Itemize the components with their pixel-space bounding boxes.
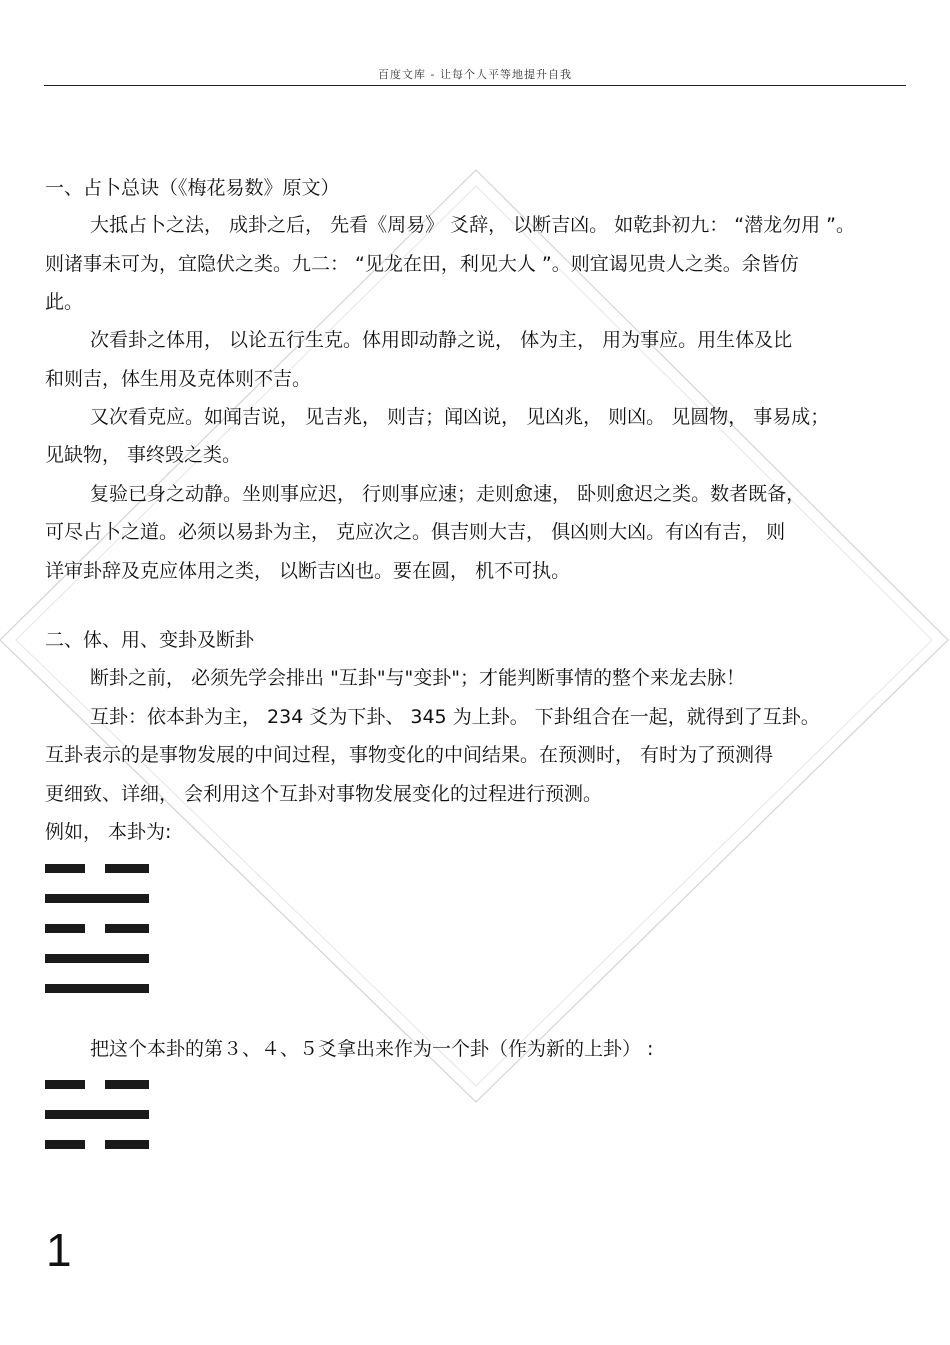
line-segment bbox=[105, 1080, 149, 1089]
paragraph-line: 此。 bbox=[45, 291, 84, 313]
paragraph-line: 互卦表示的是事物发展的中间过程，事物变化的中间结果。在预测时， 有时为了预测得 bbox=[45, 744, 774, 766]
yang-line bbox=[45, 984, 149, 993]
yin-line bbox=[45, 864, 149, 873]
yang-line bbox=[45, 1110, 149, 1119]
line-segment bbox=[45, 894, 149, 903]
line-segment bbox=[45, 984, 149, 993]
paragraph-line: 详审卦辞及克应体用之类， 以断吉凶也。要在圆， 机不可执。 bbox=[45, 560, 571, 582]
paragraph-line: 见缺物， 事终毁之类。 bbox=[45, 444, 242, 466]
yang-line bbox=[45, 954, 149, 963]
paragraph-line: 更细致、详细， 会利用这个互卦对事物发展变化的过程进行预测。 bbox=[45, 783, 603, 805]
paragraph-line: 又次看克应。如闻吉说， 见吉兆， 则吉；闻凶说， 见凶兆， 则凶。 见圆物， 事易成； bbox=[90, 406, 830, 428]
paragraph-line: 断卦之前， 必须先学会排出 "互卦"与"变卦"；才能判断事情的整个来龙去脉！ bbox=[90, 667, 746, 689]
paragraph-line: 可尽占卜之道。必须以易卦为主， 克应次之。俱吉则大吉， 俱凶则大凶。有凶有吉， 则 bbox=[45, 521, 786, 543]
line-segment bbox=[45, 1140, 85, 1149]
header-rule bbox=[44, 85, 906, 86]
line-segment bbox=[45, 1080, 85, 1089]
paragraph-line: 和则吉，体生用及克体则不吉。 bbox=[45, 368, 312, 390]
line-segment bbox=[45, 864, 85, 873]
line-segment bbox=[45, 1110, 149, 1119]
line-segment bbox=[45, 924, 85, 933]
yin-line bbox=[45, 1140, 149, 1149]
page-number: 1 bbox=[46, 1224, 72, 1276]
line-segment bbox=[105, 1140, 149, 1149]
yin-line bbox=[45, 924, 149, 933]
section1-heading: 一、占卜总诀（《梅花易数》原文） bbox=[45, 177, 340, 199]
line-segment bbox=[45, 954, 149, 963]
page-header: 百度文库 - 让每个人平等地提升自我 bbox=[378, 68, 572, 81]
paragraph-line: 大抵占卜之法， 成卦之后， 先看《周易》 爻辞， 以断吉凶。 如乾卦初九： “潜龙勿用 ”。 bbox=[90, 214, 855, 236]
yin-line bbox=[45, 1080, 149, 1089]
yang-line bbox=[45, 894, 149, 903]
line-segment bbox=[105, 864, 149, 873]
line-segment bbox=[105, 924, 149, 933]
paragraph-line: 则诸事未可为，宜隐伏之类。九二： “见龙在田，利见大人 ”。则宜谒见贵人之类。余皆仿 bbox=[45, 253, 799, 275]
instruction-line: 把这个本卦的第３、４、５爻拿出来作为一个卦（作为新的上卦） : bbox=[90, 1038, 654, 1060]
paragraph-line: 互卦：依本卦为主， 234 爻为下卦、 345 为上卦。 下卦组合在一起，就得到了互卦。 bbox=[90, 706, 820, 728]
paragraph-line: 复验已身之动静。坐则事应迟， 行则事应速；走则愈速， 卧则愈迟之类。数者既备， bbox=[90, 483, 806, 505]
paragraph-line: 次看卦之体用， 以论五行生克。体用即动静之说， 体为主， 用为事应。用生体及比 bbox=[90, 329, 793, 351]
paragraph-line: 例如， 本卦为: bbox=[45, 821, 172, 843]
section2-heading: 二、体、用、变卦及断卦 bbox=[45, 629, 255, 651]
